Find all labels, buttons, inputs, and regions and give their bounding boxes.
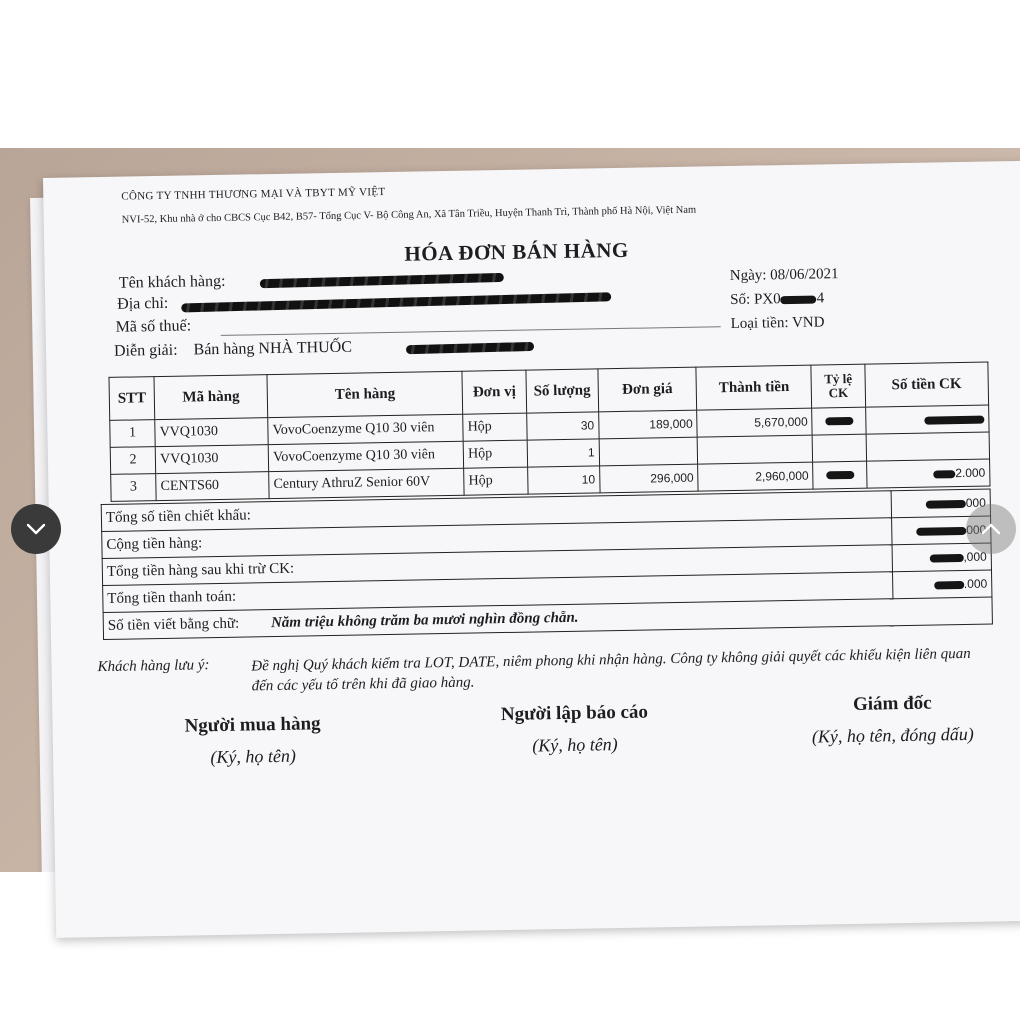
no-suffix: 4: [816, 290, 825, 307]
header-stt: STT: [109, 377, 155, 421]
date-value: 08/06/2021: [770, 266, 839, 284]
invoice-no-row: [730, 290, 824, 309]
next-image-button[interactable]: [966, 504, 1016, 554]
cell-qty: 30: [527, 412, 599, 440]
signature-hint: (Ký, họ tên): [210, 745, 297, 768]
ck-rate-redaction: [825, 417, 853, 425]
cell-qty: 10: [527, 466, 599, 494]
visible-digits: 000: [965, 495, 986, 510]
customer-label: Tên khách hàng:: [118, 272, 226, 292]
cell-price: 189,000: [598, 410, 697, 439]
cell-name: VovoCoenzyme Q10 30 viên: [268, 441, 464, 471]
header-ck-amount: Số tiền CK: [865, 362, 989, 407]
cell-amount: [697, 435, 812, 464]
desc-value: Bán hàng NHÀ THUỐC: [193, 338, 353, 359]
no-redaction: [781, 295, 817, 304]
address-row: [117, 295, 168, 314]
total-discount-label: Tổng số tiền chiết khấu:: [101, 491, 891, 532]
totals-table: [101, 489, 993, 641]
value-redaction: [929, 554, 963, 563]
date-row: [730, 266, 839, 285]
cell-code: VVQ1030: [155, 418, 268, 447]
visible-digits: ,000: [963, 549, 987, 564]
previous-image-button[interactable]: [11, 504, 61, 554]
header-ck-rate: Tỷ lệ CK: [811, 364, 865, 408]
ck-amount-redaction: [924, 415, 984, 424]
cell-price: 296,000: [599, 464, 698, 493]
header-unit: Đơn vị: [462, 370, 526, 414]
cell-unit: Hộp: [464, 467, 528, 495]
cell-ck-amount: [866, 459, 990, 488]
invoice-paper: [43, 160, 1020, 938]
desc-label: Diễn giải:: [113, 341, 178, 360]
ck-amount-visible: 2.000: [955, 465, 986, 481]
total-goods-label: Cộng tiền hàng:: [102, 518, 892, 559]
cell-stt: 1: [110, 420, 156, 448]
visible-digits: .000: [963, 576, 988, 591]
header-name: Tên hàng: [267, 371, 463, 417]
header-amount: Thành tiền: [696, 365, 812, 410]
cell-price: [599, 437, 698, 466]
address-label: Địa chỉ:: [117, 294, 169, 313]
cell-ck-rate: [812, 407, 866, 435]
desc-row: [114, 339, 352, 361]
total-after-ck-label: Tổng tiền hàng sau khi trừ CK:: [102, 545, 892, 586]
customer-note: [97, 643, 998, 699]
value-redaction: [916, 527, 966, 536]
value-redaction: [934, 581, 964, 590]
total-payment-value: [893, 570, 992, 599]
no-label: Số:: [730, 291, 751, 309]
address-redaction: [181, 292, 611, 312]
cell-stt: 2: [110, 447, 156, 475]
cell-code: VVQ1030: [155, 445, 268, 474]
cell-ck-amount: [866, 432, 990, 461]
visible-digits: 000: [966, 522, 987, 537]
currency-row: [731, 314, 825, 333]
currency-value: VND: [791, 314, 825, 331]
signature-buyer: [132, 712, 373, 769]
customer-redaction: [260, 273, 504, 288]
note-text: Đề nghị Quý khách kiểm tra LOT, DATE, niêm phong khi nhận hàng. Công ty không giải quyết các khiếu kiện liên quan đến các yếu tố trên khi đã giao hàng.: [251, 645, 971, 695]
tax-row: [115, 317, 191, 336]
header-code: Mã hàng: [154, 375, 268, 420]
total-words-label: Số tiền viết bằng chữ:: [107, 615, 240, 634]
cell-unit: Hộp: [463, 413, 527, 441]
cell-unit: Hộp: [463, 440, 527, 468]
note-label: Khách hàng lưu ý:: [97, 657, 210, 676]
ck-amount-redaction: [933, 470, 955, 478]
chevron-down-icon: [24, 517, 48, 541]
cell-amount: 2,960,000: [698, 462, 813, 491]
signature-hint: (Ký, họ tên): [532, 734, 618, 756]
signature-role: Người mua hàng: [184, 713, 321, 737]
cell-name: VovoCoenzyme Q10 30 viên: [268, 414, 464, 444]
cell-code: CENTS60: [156, 472, 269, 501]
tax-label: Mã số thuế:: [115, 317, 192, 336]
invoice-title: HÓA ĐƠN BÁN HÀNG: [404, 237, 629, 266]
no-value: PX0: [753, 291, 781, 308]
value-redaction: [926, 500, 966, 509]
company-address: NVI-52, Khu nhà ở cho CBCS Cục B42, B57- Tổng Cục V- Bộ Công An, Xã Tân Triều, Huyện Thanh Trì, Thành phố Hà Nội, Việt Nam: [121, 204, 697, 226]
header-qty: Số lượng: [526, 369, 599, 413]
desc-redaction: [406, 342, 534, 354]
cell-qty: 1: [527, 439, 599, 467]
signature-reporter: [454, 701, 695, 758]
cell-ck-rate: [813, 461, 867, 489]
chevron-up-icon: [979, 517, 1003, 541]
cell-ck-amount: [865, 405, 989, 434]
currency-label: Loại tiền:: [730, 315, 789, 333]
header-price: Đơn giá: [598, 367, 697, 412]
cell-name: Century AthruZ Senior 60V: [269, 468, 465, 498]
customer-row: [119, 273, 226, 293]
total-payment-label: Tổng tiền thanh toán:: [103, 572, 893, 613]
total-words-value: Năm triệu không trăm ba mươi nghìn đồng chẵn.: [270, 609, 579, 631]
ck-rate-redaction: [826, 471, 854, 479]
cell-stt: 3: [111, 474, 157, 502]
signature-role: Người lập báo cáo: [500, 701, 649, 726]
tax-line: [221, 326, 721, 336]
cell-amount: 5,670,000: [697, 408, 812, 437]
signature-role: Giám đốc: [852, 692, 932, 715]
date-label: Ngày:: [729, 267, 767, 285]
items-table: [108, 362, 990, 502]
cell-ck-rate: [812, 434, 866, 462]
signature-hint: (Ký, họ tên, đóng dấu): [811, 723, 975, 747]
signature-director: [772, 691, 1013, 748]
company-name: CÔNG TY TNHH THƯƠNG MẠI VÀ TBYT MỸ VIỆT: [121, 186, 386, 203]
